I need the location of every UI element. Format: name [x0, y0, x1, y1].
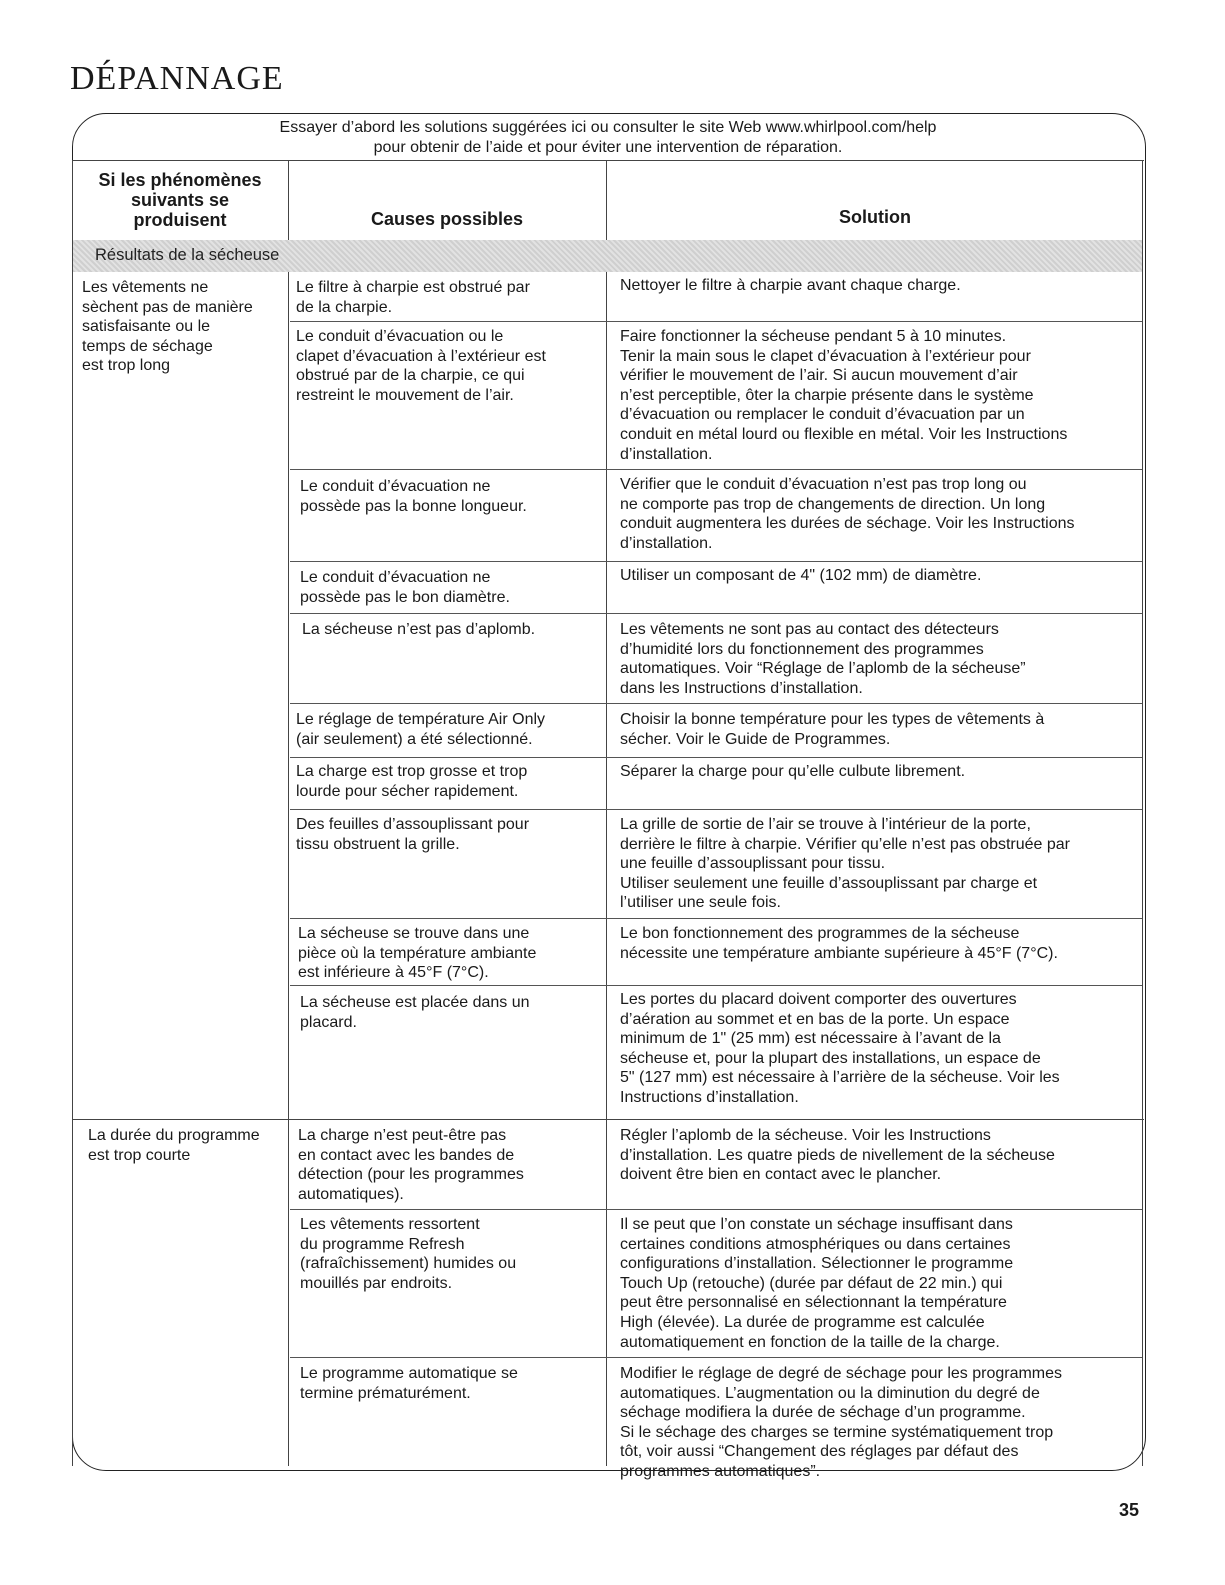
intro-text [72, 118, 1144, 158]
column-divider-right [1142, 160, 1143, 1466]
solution-3: Vérifier que le conduit d’évacuation n’est pas trop long ou ne comporte pas trop de changements de direction. Un long conduit augmentera les durées de séchage. Voir les Instructions d’installation. [620, 476, 1075, 552]
cause-11: La charge n’est peut-être pas en contact avec les bandes de détection (pour les programmes automatiques). [298, 1127, 524, 1203]
cause-5: La sécheuse n’est pas d’aplomb. [302, 621, 536, 638]
page-title: DÉPANNAGE [70, 60, 284, 97]
row-divider [290, 985, 1142, 986]
header-cause: Causes possibles [370, 209, 524, 229]
symptom-divider [72, 1119, 1144, 1120]
solution-9: Le bon fonctionnement des programmes de la sécheuse nécessite une température ambiante supérieure à 45°F (7°C). [620, 925, 1058, 962]
solution-10: Les portes du placard doivent comporter des ouvertures d’aération au sommet et en bas de la porte. Un espace minimum de 1" (25 mm) est nécessaire à l’avant de la sécheuse et, pour la plupart des installations, un espace de 5" (127 mm) est nécessaire à l’arrière de la sécheuse. Voir les Instructions d’installation. [620, 991, 1060, 1106]
row-divider [290, 809, 1142, 810]
solution-8: La grille de sortie de l’air se trouve à l’intérieur de la porte, derrière le filtre à charpie. Vérifier qu’elle n’est pas obstruée par une feuille d’assouplissant pour tissu. Utiliser seulement une feuille d’assouplissant par charge et l’utiliser une seule fois. [620, 816, 1071, 912]
row-divider [290, 703, 1142, 704]
symptom-1: Les vêtements ne sèchent pas de manière satisfaisante ou le temps de séchage est trop long [82, 279, 253, 375]
solution-1: Nettoyer le filtre à charpie avant chaque charge. [620, 277, 961, 294]
cause-2: Le conduit d’évacuation ou le clapet d’évacuation à l’extérieur est obstrué par de la charpie, ce qui restreint le mouvement de l’air. [296, 328, 546, 404]
solution-13: Modifier le réglage de degré de séchage pour les programmes automatiques. L’augmentation ou la diminution du degré de séchage modifiera la durée de séchage d’un programme. Si le séchage des charges se termine systématiquement trop tôt, voir aussi “Changement des réglages par défaut des programmes automatiques”. [620, 1365, 1063, 1480]
column-divider-1 [288, 160, 289, 1466]
cause-4: Le conduit d’évacuation ne possède pas le bon diamètre. [300, 569, 510, 606]
cause-6: Le réglage de température Air Only (air seulement) a été sélectionné. [296, 711, 546, 748]
intro-line-1: Essayer d’abord les solutions suggérées ici ou consulter le site Web www.whirlpool.com/help [279, 119, 937, 136]
row-divider [290, 321, 1142, 322]
cause-10: La sécheuse est placée dans un placard. [300, 994, 530, 1031]
cause-9: La sécheuse se trouve dans une pièce où la température ambiante est inférieure à 45°F (7°C). [298, 925, 537, 982]
cause-1: Le filtre à charpie est obstrué par de la charpie. [296, 279, 530, 316]
row-divider [290, 1209, 1142, 1210]
solution-11: Régler l’aplomb de la sécheuse. Voir les Instructions d’installation. Les quatre pieds de nivellement de la sécheuse doivent être bien en contact avec le plancher. [620, 1127, 1055, 1184]
cause-3: Le conduit d’évacuation ne possède pas la bonne longueur. [300, 478, 527, 515]
symptom-2: La durée du programme est trop courte [88, 1127, 260, 1164]
solution-12: Il se peut que l’on constate un séchage insuffisant dans certaines conditions atmosphériques ou dans certaines configurations d’installation. Sélectionner le programme Touch Up (retouche) (durée par défaut de 22 min.) qui peut être personnalisé en sélectionnant la température High (élevée). La durée de programme est calculée automatiquement en fonction de la taille de la charge. [620, 1216, 1014, 1351]
row-divider [290, 561, 1142, 562]
cause-12: Les vêtements ressortent du programme Refresh (rafraîchissement) humides ou mouillés par endroits. [300, 1216, 517, 1292]
header-solution: Solution [839, 207, 911, 227]
row-divider [290, 1357, 1142, 1358]
solution-6: Choisir la bonne température pour les types de vêtements à sécher. Voir le Guide de Programmes. [620, 711, 1045, 748]
page-number: 35 [1119, 1500, 1140, 1520]
header-top-divider [72, 160, 1144, 161]
solution-5: Les vêtements ne sont pas au contact des détecteurs d’humidité lors du fonctionnement des programmes automatiques. Voir “Réglage de l’aplomb de la sécheuse” dans les Instructions d’installation. [620, 621, 1026, 697]
section-title: Résultats de la sécheuse [95, 246, 280, 264]
header-symptom: Si les phénomènes suivants se produisent [98, 170, 262, 230]
row-divider [290, 757, 1142, 758]
intro-line-2: pour obtenir de l’aide et pour éviter une intervention de réparation. [373, 139, 843, 156]
section-header [73, 240, 1142, 272]
solution-7: Séparer la charge pour qu’elle culbute librement. [620, 763, 966, 780]
row-divider [290, 613, 1142, 614]
column-divider-2 [606, 160, 607, 1466]
column-divider-left [72, 160, 73, 1466]
solution-2: Faire fonctionner la sécheuse pendant 5 à 10 minutes. Tenir la main sous le clapet d’évacuation à l’extérieur pour vérifier le mouvement de l’air. Si aucun mouvement d’air n’est perceptible, ôter la charpie présente dans le système d’évacuation ou remplacer le conduit d’évacuation par un conduit en métal lourd ou flexible en métal. Voir les Instructions d’installation. [620, 328, 1068, 463]
cause-7: La charge est trop grosse et trop lourde pour sécher rapidement. [296, 763, 528, 800]
row-divider [290, 469, 1142, 470]
row-divider [290, 918, 1142, 919]
cause-8: Des feuilles d’assouplissant pour tissu obstruent la grille. [296, 816, 530, 853]
cause-13: Le programme automatique se termine prématurément. [300, 1365, 518, 1402]
solution-4: Utiliser un composant de 4" (102 mm) de diamètre. [620, 567, 982, 584]
